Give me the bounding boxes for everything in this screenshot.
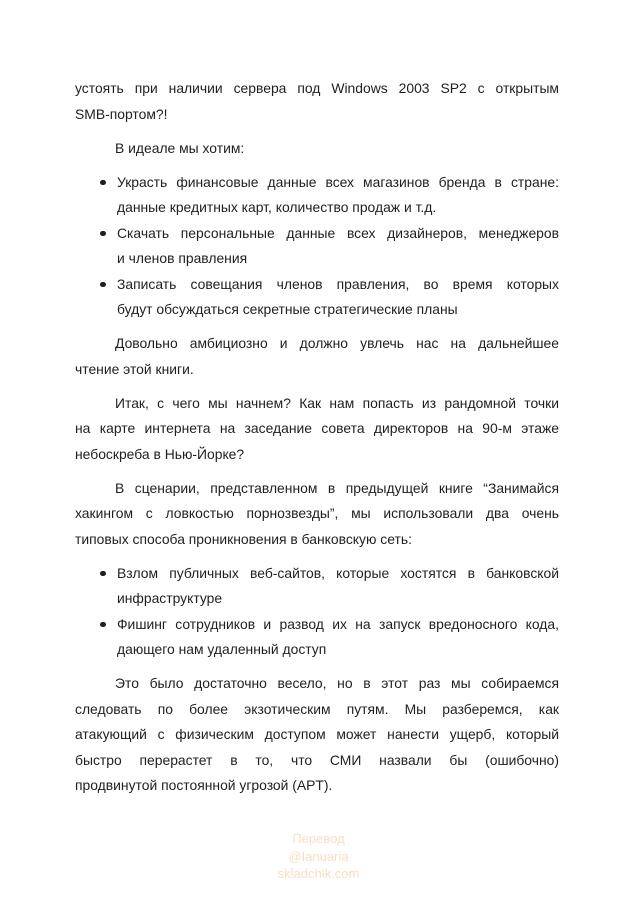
list-item-line: будут обсуждаться секретные стратегические планы — [117, 301, 458, 317]
paragraph-line: небоскреба в Нью-Йорке? — [75, 445, 245, 462]
bullet-icon — [100, 622, 106, 628]
list-item-line: Взлом публичных веб-сайтов, которые хостятся в банковской — [117, 564, 559, 581]
list-item-line: Скачать персональные данные всех дизайнеров, менеджеров — [117, 224, 559, 241]
paragraph-line: Довольно амбициозно и должно увлечь нас на дальнейшее — [115, 335, 559, 351]
list-item-line: Фишинг сотрудников и развод их на запуск вредоносного кода, — [117, 615, 559, 632]
paragraph — [75, 76, 559, 127]
paragraph-line: Это было достаточно весело, но в этот раз мы собираемся — [115, 675, 559, 691]
watermark-site: skladchik.com — [277, 866, 360, 881]
paragraph-line: Итак, с чего мы начнем? Как нам попасть из рандомной точки — [115, 394, 559, 411]
paragraph-line: типовых способа проникновения в банковскую сеть: — [75, 530, 412, 547]
list-item-line: инфраструктуре — [117, 590, 223, 606]
paragraph-line: на карте интернета на заседание совета директоров на 90-м этаже — [75, 420, 559, 436]
list-item — [75, 170, 559, 221]
paragraph-line: В идеале мы хотим: — [115, 139, 245, 156]
bullet-icon — [100, 180, 106, 186]
list-item-line: и членов правления — [117, 250, 248, 266]
list-item-line: Украсть финансовые данные всех магазинов бренда в стране: — [117, 173, 559, 190]
paragraph — [75, 671, 559, 799]
bullet-icon — [100, 571, 106, 577]
list-item — [75, 561, 559, 612]
bullet-icon — [100, 231, 106, 237]
paragraph-line: В сценарии, представленном в предыдущей книге “Занимайся — [115, 479, 559, 496]
list-item-line: дающего нам удаленный доступ — [117, 641, 327, 657]
list-item-line: данные кредитных карт, количество продаж и т.д. — [117, 199, 437, 215]
paragraph-line: SMB-портом?! — [75, 105, 168, 122]
watermark-label: Перевод — [292, 831, 345, 846]
paragraph — [75, 391, 559, 468]
bullet-icon — [100, 282, 106, 288]
paragraph-line: продвинутой постоянной угрозой (APT). — [75, 777, 333, 793]
watermark-handle: @Ianuaria — [288, 848, 349, 864]
paragraph — [75, 476, 559, 553]
list-item — [75, 221, 559, 272]
list-item-line: Записать совещания членов правления, во время которых — [117, 275, 559, 292]
paragraph-line: быстро перерастет в то, что СМИ назвали бы (ошибочно) — [75, 751, 559, 768]
paragraph-line: чтение этой книги. — [75, 360, 194, 377]
list-item — [75, 272, 559, 323]
list-item — [75, 612, 559, 663]
paragraph-line: следовать по более экзотическим путям. Мы разберемся, как — [75, 700, 559, 717]
watermark — [0, 830, 637, 883]
paragraph — [75, 331, 559, 382]
paragraph-line: атакующий с физическим доступом может нанести ущерб, который — [75, 726, 559, 742]
paragraph — [75, 136, 559, 162]
paragraph-line: хакингом с ловкостью порнозвезды”, мы использовали два очень — [75, 505, 559, 521]
paragraph-line: устоять при наличии сервера под Windows 2003 SP2 с открытым — [75, 80, 559, 96]
page-text-content — [75, 76, 559, 807]
bullet-list — [75, 170, 559, 323]
bullet-list — [75, 561, 559, 663]
